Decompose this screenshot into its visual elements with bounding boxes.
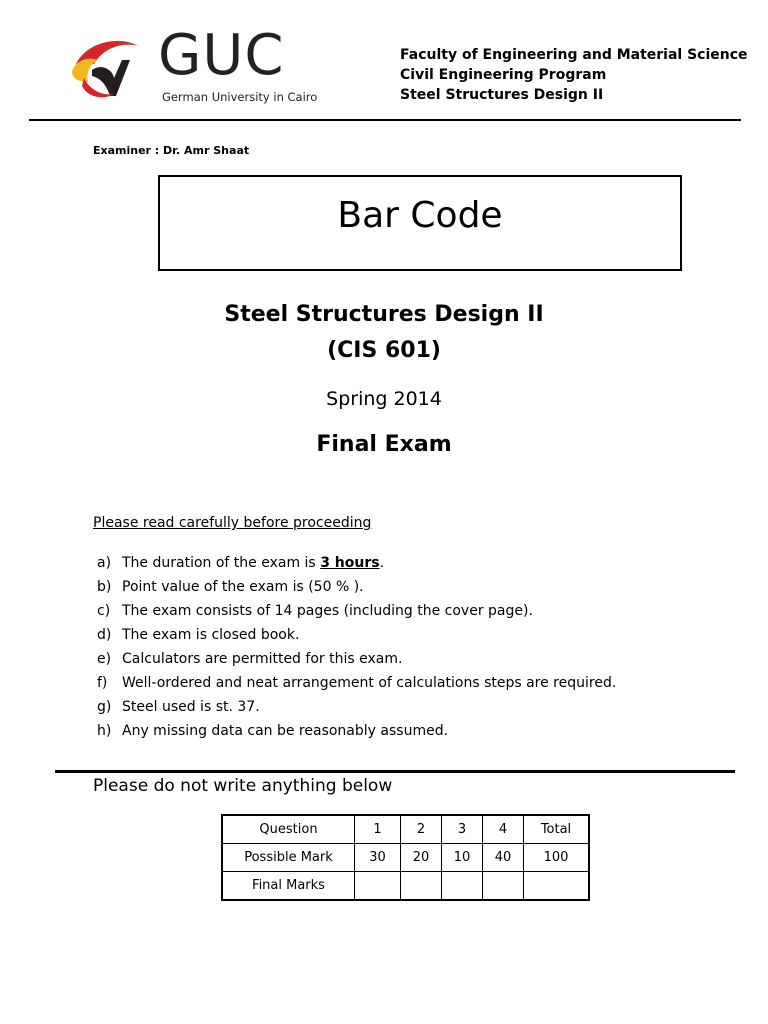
list-text: The duration of the exam is 3 hours. (122, 555, 385, 571)
list-marker: a) (97, 555, 112, 571)
list-marker: c) (97, 603, 111, 619)
course-title: Steel Structures Design II (224, 302, 544, 327)
table-cell (401, 872, 442, 901)
table-cell (442, 872, 483, 901)
do-not-write-notice: Please do not write anything below (93, 776, 393, 796)
table-row (222, 815, 589, 844)
list-marker: f) (97, 675, 108, 691)
list-item (97, 719, 616, 743)
guc-logo (70, 23, 318, 108)
section-divider (55, 770, 735, 773)
table-cell: 30 (355, 844, 401, 872)
table-cell: Possible Mark (222, 844, 355, 872)
list-item (97, 623, 616, 647)
duration-emphasis: 3 hours (320, 555, 380, 571)
instructions-heading: Please read carefully before proceeding (93, 515, 372, 531)
list-item (97, 575, 616, 599)
list-text: Calculators are permitted for this exam. (122, 651, 403, 667)
list-text: Steel used is st. 37. (122, 699, 260, 715)
barcode-box (158, 175, 682, 271)
table-header-cell: 3 (442, 815, 483, 844)
table-cell: Final Marks (222, 872, 355, 901)
semester: Spring 2014 (326, 388, 442, 410)
table-cell (524, 872, 590, 901)
list-text: Any missing data can be reasonably assumed. (122, 723, 449, 739)
logo-text: GUC (158, 23, 285, 88)
list-text: The exam is closed book. (122, 627, 300, 643)
header-divider (29, 119, 741, 121)
table-cell (355, 872, 401, 901)
program-line: Civil Engineering Program (400, 67, 607, 83)
list-marker: b) (97, 579, 112, 595)
guc-emblem-icon (70, 34, 158, 108)
table-cell: 100 (524, 844, 590, 872)
table-header-cell: Total (524, 815, 590, 844)
logo-subtitle: German University in Cairo (162, 90, 318, 104)
marks-table (221, 814, 590, 901)
table-header-cell: 1 (355, 815, 401, 844)
exam-type: Final Exam (316, 432, 452, 457)
list-text: Well-ordered and neat arrangement of calculations steps are required. (122, 675, 617, 691)
table-cell (483, 872, 524, 901)
course-code: (CIS 601) (327, 338, 441, 363)
list-item (97, 647, 616, 671)
table-header-cell: 2 (401, 815, 442, 844)
list-item (97, 695, 616, 719)
list-item (97, 671, 616, 695)
list-text: Point value of the exam is (50 % ). (122, 579, 364, 595)
course-line: Steel Structures Design II (400, 87, 604, 103)
barcode-label: Bar Code (337, 195, 503, 236)
examiner-label: Examiner : Dr. Amr Shaat (93, 144, 250, 157)
instructions-list (97, 551, 616, 743)
list-marker: d) (97, 627, 112, 643)
table-cell: 40 (483, 844, 524, 872)
list-marker: g) (97, 699, 112, 715)
table-row (222, 844, 589, 872)
list-marker: h) (97, 723, 112, 739)
table-row (222, 872, 589, 901)
faculty-line: Faculty of Engineering and Material Science (400, 47, 748, 63)
table-cell: 10 (442, 844, 483, 872)
list-text: The exam consists of 14 pages (including the cover page). (122, 603, 533, 619)
list-marker: e) (97, 651, 112, 667)
table-cell: 20 (401, 844, 442, 872)
table-header-cell: 4 (483, 815, 524, 844)
table-header-cell: Question (222, 815, 355, 844)
faculty-block (400, 45, 748, 105)
list-item (97, 551, 616, 575)
list-item (97, 599, 616, 623)
